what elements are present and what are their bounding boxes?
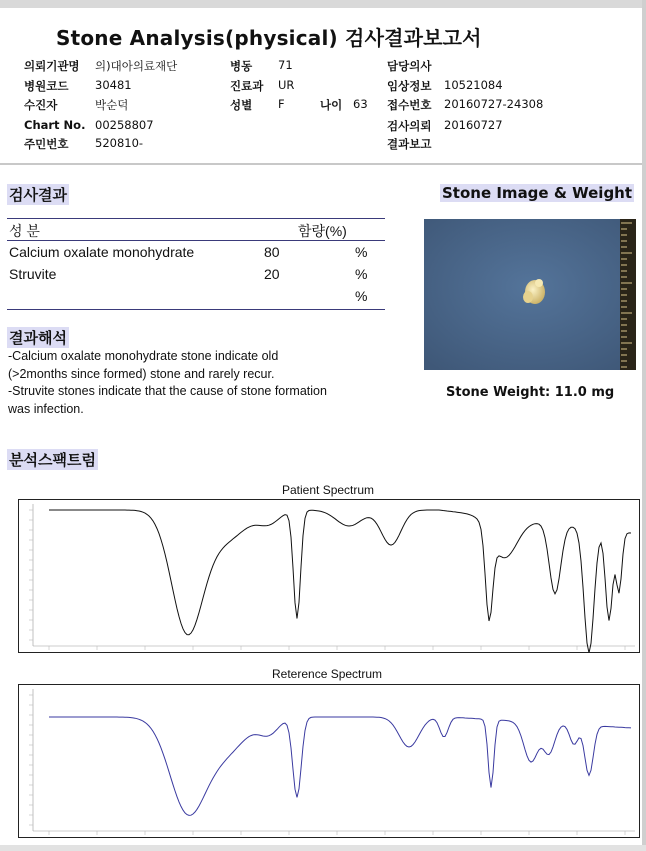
header-value: 520810- xyxy=(95,136,144,150)
patient-spectrum-title: Patient Spectrum xyxy=(282,483,375,497)
header-label: 결과보고 xyxy=(387,137,432,151)
header-value: 00258807 xyxy=(95,118,154,132)
reference-spectrum-line xyxy=(49,717,631,815)
interpretation-line: (>2months since formed) stone and rarely recur. xyxy=(8,366,275,381)
window-top-border xyxy=(0,0,646,8)
header-label: 접수번호 xyxy=(387,98,432,112)
header-label: 주민번호 xyxy=(24,137,69,151)
header-value: 10521084 xyxy=(444,78,503,92)
patient-spectrum-plot xyxy=(18,499,640,653)
component-name: Calcium oxalate monohydrate xyxy=(9,244,195,260)
table-header-rule xyxy=(7,240,385,241)
header-label: 담당의사 xyxy=(387,59,432,73)
window-right-border xyxy=(642,0,646,851)
component-value: 80 xyxy=(264,244,280,260)
table-bottom-rule xyxy=(7,309,385,310)
col-component-header: 성 분 xyxy=(9,223,40,239)
header-label: 성별 xyxy=(230,98,253,112)
component-value: 20 xyxy=(264,266,280,282)
table-top-rule xyxy=(7,218,385,219)
header-value: 박순덕 xyxy=(95,98,129,112)
header-value: 71 xyxy=(278,58,293,72)
stone-image-section-title: Stone Image & Weight xyxy=(442,184,633,202)
header-label: 임상정보 xyxy=(387,79,432,93)
header-label: 나이 xyxy=(320,98,343,112)
header-value: 의)대아의료재단 xyxy=(95,59,178,73)
reference-spectrum-title: Reterence Spectrum xyxy=(272,667,383,681)
header-value: 20160727 xyxy=(444,118,503,132)
interpretation-section-title: 결과해석 xyxy=(9,329,67,347)
component-name: Struvite xyxy=(9,266,57,282)
header-label: 진료과 xyxy=(230,79,264,93)
interpretation-line: -Calcium oxalate monohydrate stone indicate old xyxy=(8,349,279,363)
report-title: Stone Analysis(physical) 검사결과보고서 xyxy=(56,26,482,50)
header-label: 병원코드 xyxy=(24,79,69,93)
reference-spectrum-plot xyxy=(18,684,640,838)
interpretation-line: was infection. xyxy=(8,401,84,416)
component-unit: % xyxy=(355,288,368,304)
header-label: Chart No. xyxy=(24,118,86,132)
component-unit: % xyxy=(355,266,368,282)
reference-spectrum-axis xyxy=(29,689,635,835)
col-content-header: 함량(%) xyxy=(298,223,347,239)
stone-photo xyxy=(424,219,636,370)
patient-spectrum-axis xyxy=(29,504,635,650)
component-unit: % xyxy=(355,244,368,260)
interpretation-line: -Struvite stones indicate that the cause of stone formation xyxy=(8,384,327,398)
header-value: 30481 xyxy=(95,78,132,92)
window-bottom-border xyxy=(0,845,646,851)
header-value: 63 xyxy=(353,97,368,111)
header-label: 의뢰기관명 xyxy=(24,59,80,73)
interpretation-text xyxy=(8,348,408,418)
results-section-title: 검사결과 xyxy=(9,186,67,204)
header-label: 병동 xyxy=(230,59,253,73)
header-value: 20160727-24308 xyxy=(444,97,544,111)
stone-weight: Stone Weight: 11.0 mg xyxy=(446,385,615,400)
spectrum-section-title: 분석스팩트럼 xyxy=(9,451,96,469)
header-value: UR xyxy=(278,78,295,92)
header-label: 검사의뢰 xyxy=(387,119,432,133)
header-value: F xyxy=(278,97,285,111)
header-label: 수진자 xyxy=(24,98,58,112)
patient-spectrum-line xyxy=(49,510,631,653)
header-divider xyxy=(0,163,642,165)
